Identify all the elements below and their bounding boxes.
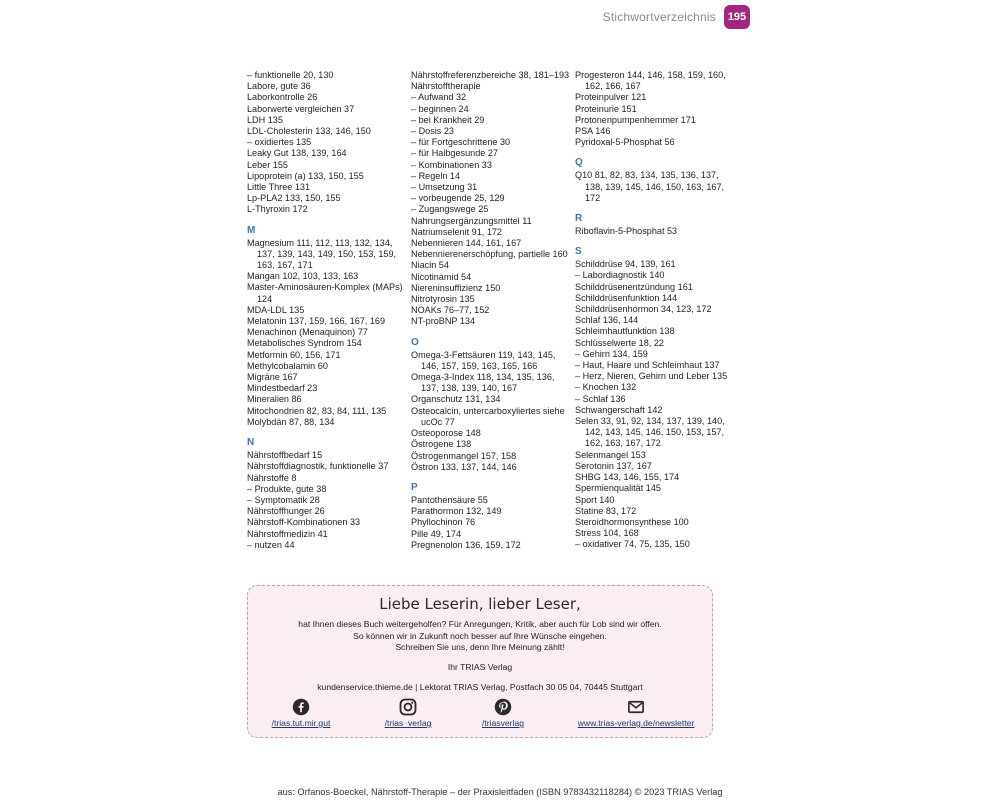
index-column-2	[411, 70, 571, 551]
index-entry: – oxidiertes 135	[247, 137, 312, 148]
index-entry: Nährstoffdiagnostik, funktionelle 37	[247, 461, 389, 472]
index-entry: Nahrungsergänzungsmittel 11	[411, 215, 532, 226]
index-entry: Laborwerte vergleichen 37	[247, 103, 355, 114]
index-entry: – Kombinationen 33	[411, 159, 492, 170]
index-entry: – Herz, Nieren, Gehirn und Leber 135	[575, 371, 728, 382]
index-entry: Nährstoffreferenzbereiche 38, 181–193	[411, 70, 570, 80]
index-entry: – bei Krankheit 29	[411, 114, 485, 125]
index-entry: Leaky Gut 138, 139, 164	[247, 148, 347, 159]
index-entry: Schilddrüsenfunktion 144	[575, 292, 678, 303]
index-entry: Omega-3-Fettsäuren 119, 143, 145, 146, 157, 159, 163, 165, 166	[411, 349, 556, 371]
index-entry: Selenmangel 153	[575, 449, 646, 460]
notice-signature: Ihr TRIAS Verlag	[447, 661, 513, 672]
index-entry: Niacin 54	[411, 260, 449, 271]
index-entry: Osteocalcin, untercarboxyliertes siehe ucOc 77	[411, 405, 565, 427]
index-entry: Östron 133, 137, 144, 146	[411, 461, 517, 472]
index-entry: Schwangerschaft 142	[575, 404, 663, 415]
index-entry: NOAKs 76–77, 152	[411, 305, 490, 316]
index-entry: Parathormon 132, 149	[411, 506, 502, 517]
index-entry: Pantothensäure 55	[411, 494, 488, 505]
index-entry: Schilddrüsenentzündung 161	[575, 281, 693, 292]
index-entry: Mindestbedarf 23	[247, 383, 318, 394]
index-entry: Nebennieren 144, 161, 167	[411, 238, 522, 249]
index-entry: Schilddrüsenhormon 34, 123, 172	[575, 304, 712, 315]
index-entry: Nährstofftherapie	[411, 81, 481, 92]
index-letter: Q	[575, 157, 583, 169]
index-entry: – nutzen 44	[247, 539, 295, 550]
index-entry: – für Halbgesunde 27	[411, 148, 498, 159]
index-entry: – Symptomatik 28	[247, 494, 320, 505]
index-entry: Mineralien 86	[247, 394, 302, 405]
index-entry: Pregnenolon 136, 159, 172	[411, 539, 521, 550]
index-entry: Nitrotyrosin 135	[411, 294, 475, 305]
index-entry: Riboflavin-5-Phosphat 53	[575, 226, 678, 237]
index-entry: Q10 81, 82, 83, 134, 135, 136, 137, 138, 139, 145, 146, 150, 163, 167, 172	[575, 170, 725, 203]
index-entry: Nebennierenerschöpfung, partielle 160	[411, 249, 568, 260]
page-header	[603, 6, 750, 28]
pinterest-link[interactable]: /triasverlag	[481, 718, 525, 728]
index-entry: Menachinon (Menaquinon) 77	[247, 327, 368, 338]
social-facebook[interactable]	[266, 698, 336, 728]
index-letter: S	[575, 246, 582, 258]
notice-line: hat Ihnen dieses Buch weitergeholfen? Für Anregungen, Kritik, aber auch für Lob sind wir offen.	[298, 619, 662, 629]
index-letter: R	[575, 213, 583, 225]
index-entry: Little Three 131	[247, 182, 311, 193]
facebook-icon	[292, 698, 310, 716]
index-entry: Natriumselenit 91, 172	[411, 226, 502, 237]
index-entry: Pyridoxal-5-Phosphat 56	[575, 137, 675, 148]
index-entry: Master-Aminosäuren-Komplex (MAPs) 124	[247, 282, 403, 304]
index-letter: M	[247, 224, 256, 236]
social-instagram[interactable]	[373, 698, 443, 728]
index-entry: Lipoprotein (a) 133, 150, 155	[247, 170, 364, 181]
index-entry: NT-proBNP 134	[411, 316, 476, 327]
index-entry: Nährstoffbedarf 15	[247, 450, 323, 461]
social-pinterest[interactable]	[468, 698, 538, 728]
index-entry: Serotonin 137, 167	[575, 460, 652, 471]
notice-address: kundenservice.thieme.de | Lektorat TRIAS Verlag, Postfach 30 05 04, 70445 Stuttgart	[317, 681, 643, 692]
index-entry: Schlüsselwerte 18, 22	[575, 337, 664, 348]
notice-title: Liebe Leserin, lieber Leser,	[379, 595, 581, 613]
index-entry: Proteinurie 151	[575, 103, 637, 114]
instagram-link[interactable]: /trias_verlag	[384, 718, 432, 728]
index-letter: P	[411, 481, 418, 493]
notice-text	[248, 619, 712, 654]
index-entry: Omega-3-Index 118, 134, 135, 136, 137, 138, 139, 140, 167	[411, 372, 555, 394]
index-entry: – funktionelle 20, 130	[247, 70, 334, 80]
index-entry: Magnesium 111, 112, 113, 132, 134, 137, 139, 143, 149, 150, 153, 159, 163, 167, 171	[247, 237, 397, 271]
index-entry: Mangan 102, 103, 133, 163	[247, 271, 359, 282]
index-entry: Phyllochinon 76	[411, 517, 476, 528]
index-entry: Nährstoff-Kombinationen 33	[247, 517, 361, 528]
index-entry: – Dosis 23	[411, 126, 454, 137]
index-entry: Leber 155	[247, 159, 288, 170]
index-entry: Östrogene 138	[411, 439, 472, 450]
index-entry: Metformin 60, 156, 171	[247, 349, 341, 360]
index-entry: – Haut, Haare und Schleimhaut 137	[575, 360, 720, 371]
instagram-icon	[399, 698, 417, 716]
index-entry: Progesteron 144, 146, 158, 159, 160, 162, 166, 167	[575, 70, 726, 92]
social-links	[248, 698, 712, 738]
index-column-3	[575, 70, 735, 551]
index-entry: Melatonin 137, 159, 166, 167, 169	[247, 316, 386, 327]
reader-notice-box	[247, 585, 713, 738]
index-entry: Nicotinamid 54	[411, 271, 472, 282]
index-entry: Laborkontrolle 26	[247, 92, 318, 103]
index-entry: Steroidhormonsynthese 100	[575, 516, 689, 527]
index-entry: – Schlaf 136	[575, 393, 626, 404]
index-entry: – Zugangswege 25	[411, 204, 489, 215]
index-entry: Niereninsuffizienz 150	[411, 282, 501, 293]
notice-line: Schreiben Sie uns, denn Ihre Meinung zählt!	[395, 642, 565, 652]
index-entry: Pille 49, 174	[411, 528, 462, 539]
index-entry: Statine 83, 172	[575, 505, 637, 516]
index-entry: Molybdän 87, 88, 134	[247, 416, 335, 427]
index-entry: – oxidativer 74, 75, 135, 150	[575, 539, 690, 550]
index-entry: Schilddrüse 94, 139, 161	[575, 259, 676, 270]
index-entry: Nährstoffe 8	[247, 472, 297, 483]
index-entry: Stress 104, 168	[575, 528, 639, 539]
index-letter: O	[411, 336, 419, 348]
index-entry: LDH 135	[247, 114, 283, 125]
index-entry: Selen 33, 91, 92, 134, 137, 139, 140, 142, 143, 145, 146, 150, 153, 157, 162, 163, 167, 172	[575, 416, 725, 449]
source-footer: aus: Orfanos-Boeckel, Nährstoff-Therapie – der Praxisleitfaden (ISBN 9783432118284) © 2023 TRIAS Verlag	[277, 787, 723, 797]
newsletter-link[interactable]: www.trias-verlag.de/newsletter	[577, 718, 695, 728]
index-entry: Nährstoffmedizin 41	[247, 528, 328, 539]
index-entry: – vorbeugende 25, 129	[411, 193, 505, 204]
index-entry: Mitochondrien 82, 83, 84, 111, 135	[247, 405, 387, 416]
index-entry: Spermienqualität 145	[575, 483, 661, 494]
index-entry: Labore, gute 36	[247, 81, 311, 92]
index-entry: – Aufwand 32	[411, 92, 467, 103]
index-entry: PSA 146	[575, 126, 611, 137]
index-entry: LDL-Cholesterin 133, 146, 150	[247, 126, 371, 137]
mail-icon	[627, 698, 645, 716]
index-column-1	[247, 70, 407, 551]
index-entry: MDA-LDL 135	[247, 304, 305, 315]
index-entry: – Produkte, gute 38	[247, 483, 327, 494]
index-entry: SHBG 143, 146, 155, 174	[575, 472, 680, 483]
index-entry: Metabolisches Syndrom 154	[247, 338, 362, 349]
index-entry: Methylcobalamin 60	[247, 360, 328, 371]
index-entry: Proteinpulver 121	[575, 92, 647, 103]
index-entry: Schlaf 136, 144	[575, 315, 639, 326]
index-letter: N	[247, 437, 255, 449]
facebook-link[interactable]: /trias.tut.mir.gut	[271, 718, 331, 728]
index-entry: – Knochen 132	[575, 382, 637, 393]
index-entry: Migräne 167	[247, 372, 298, 383]
index-entry: – Umsetzung 31	[411, 182, 478, 193]
index-entry: Organschutz 131, 134	[411, 394, 501, 405]
notice-line: So können wir in Zukunft noch besser auf Ihre Wünsche eingehen.	[353, 630, 607, 641]
index-entry: – Labordiagnostik 140	[575, 270, 665, 281]
social-newsletter[interactable]	[566, 698, 706, 728]
section-title: Stichwortverzeichnis	[602, 10, 716, 24]
page-number-badge: 195	[724, 5, 750, 29]
index-entry: – beginnen 24	[411, 103, 469, 114]
index-entry: – Regeln 14	[411, 170, 461, 181]
index-entry: Östrogenmangel 157, 158	[411, 450, 517, 461]
index-entry: Protonenpumpenhemmer 171	[575, 114, 696, 125]
pinterest-icon	[494, 698, 512, 716]
index-entry: Schleimhautfunktion 138	[575, 326, 675, 337]
index-entry: Nährstoffhunger 26	[247, 506, 325, 517]
index-entry: Sport 140	[575, 494, 615, 505]
index-entry: – Gehirn 134, 159	[575, 348, 648, 359]
index-entry: – für Fortgeschrittene 30	[411, 137, 511, 148]
index-entry: L-Thyroxin 172	[247, 204, 308, 215]
index-entry: Lp-PLA2 133, 150, 155	[247, 193, 341, 204]
index-entry: Osteoporose 148	[411, 428, 481, 439]
